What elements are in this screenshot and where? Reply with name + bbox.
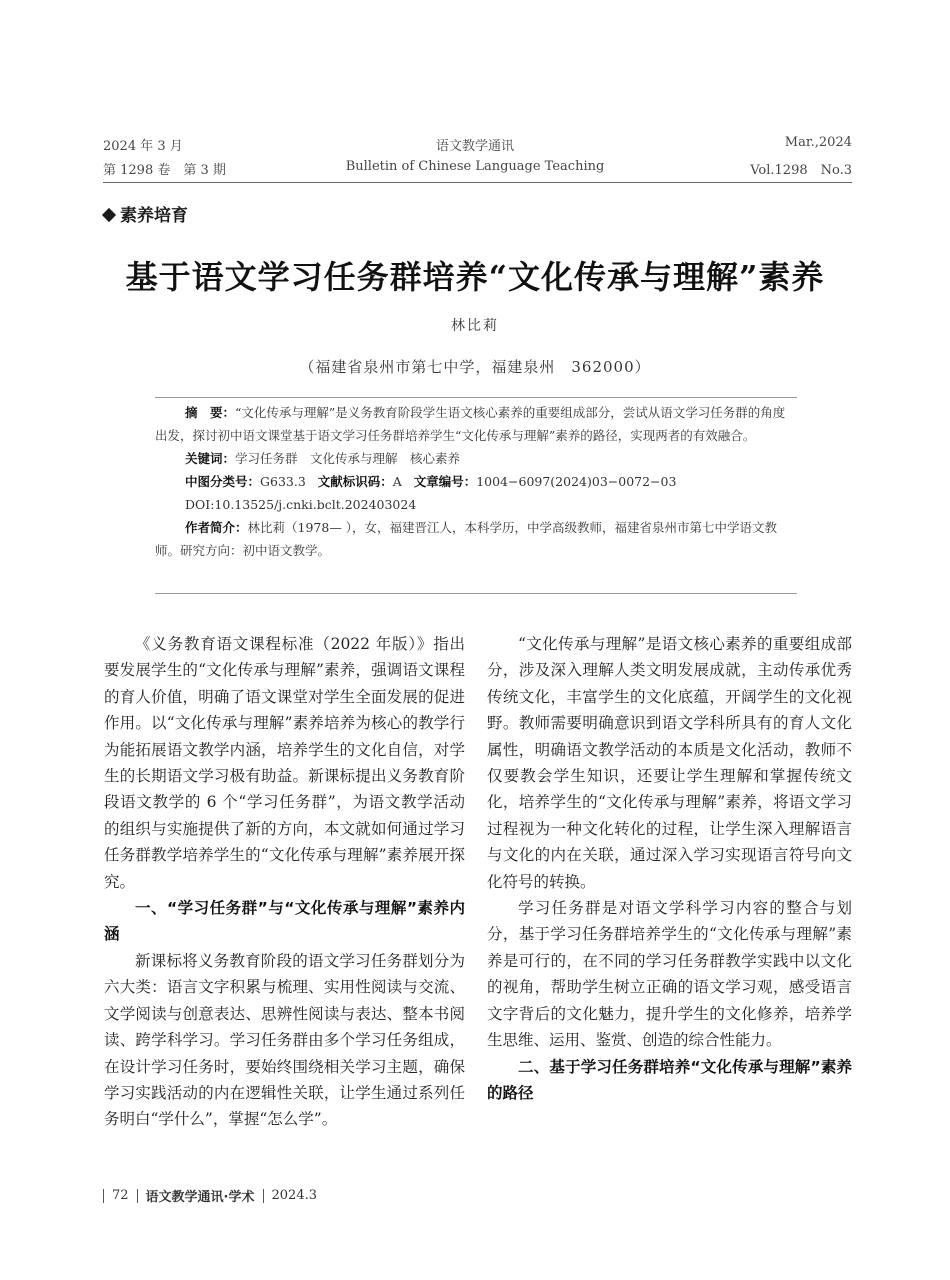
footer-divider bbox=[103, 1189, 104, 1203]
keywords bbox=[155, 447, 797, 470]
abstract-block bbox=[155, 401, 797, 562]
author-bio bbox=[155, 516, 797, 562]
paragraph: 新课标将义务教育阶段的语文学习任务群划分为六大类：语言文字积累与梳理、实用性阅读与交流、文学阅读与创意表达、思辨性阅读与表达、整本书阅读、跨学科学习。学习任务群由多个学习任务组成，在设计学习任务时，要始终围绕相关学习主题，确保学习实践活动的内在逻辑性关联，让学生通过系列任务明白“学什么”，掌握“怎么学”。 bbox=[104, 951, 465, 1129]
bio-label: 作者简介： bbox=[185, 520, 248, 535]
body-left-column bbox=[104, 631, 465, 1133]
header-issue-en: Vol.1298 No.3 bbox=[750, 163, 852, 178]
abstract-label: 摘 要： bbox=[185, 405, 236, 420]
header-rule bbox=[103, 182, 852, 183]
affiliation: （福建省泉州市第七中学，福建泉州 362000） bbox=[299, 358, 651, 376]
abstract bbox=[155, 401, 797, 447]
abstract-text: “文化传承与理解”是义务教育阶段学生语文核心素养的重要组成部分，尝试从语文学习任务群的角度出发，探讨初中语文课堂基于语文学习任务群培养学生“文化传承与理解”素养的路径，实现两者的有效融合。 bbox=[155, 405, 786, 443]
doc-code-label: 文献标识码： bbox=[317, 474, 393, 489]
section-tag-label: 素养培育 bbox=[120, 206, 188, 226]
diamond-icon bbox=[102, 208, 116, 222]
footer-divider bbox=[137, 1189, 138, 1203]
section-heading-1: 一、“学习任务群”与“文化传承与理解”素养内涵 bbox=[104, 899, 465, 944]
article-title: 基于语文学习任务群培养“文化传承与理解”素养 bbox=[125, 258, 825, 296]
header-journal-cn: 语文教学通讯 bbox=[435, 139, 514, 154]
body-right-column bbox=[487, 631, 852, 1106]
article-no-label: 文章编号： bbox=[413, 474, 477, 489]
header-date-cn: 2024 年 3 月 bbox=[103, 139, 183, 154]
keywords-text: 学习任务群 文化传承与理解 核心素养 bbox=[235, 451, 461, 466]
keywords-label: 关键词： bbox=[185, 451, 236, 466]
abstract-bottom-rule bbox=[155, 593, 797, 594]
bio-text: 林比莉（1978— ），女，福建晋江人，本科学历，中学高级教师，福建省泉州市第七中学语文教师。研究方向：初中语文教学。 bbox=[155, 520, 778, 558]
clc-label: 中图分类号： bbox=[185, 474, 261, 489]
header-issue-cn: 第 1298 卷 第 3 期 bbox=[103, 163, 226, 178]
doi: DOI:10.13525/j.cnki.bclt.202403024 bbox=[185, 497, 417, 512]
abstract-top-rule bbox=[155, 397, 797, 398]
clc-value: G633.3 bbox=[260, 474, 306, 489]
paragraph: 《义务教育语文课程标准（2022 年版）》指出要发展学生的“文化传承与理解”素养，强调语文课程的育人价值，明确了语文课堂对学生全面发展的促进作用。以“文化传承与理解”素养培养为核心的教学行为能拓展语文教学内涵，培养学生的文化自信，对学生的长期语文学习极有助益。新课标提出义务教育阶段语文教学的 6 个“学习任务群”，为语文教学活动的组织与实施提供了新的方向，本文就如何通过学习任务群教学培养学生的“文化传承与理解”素养展开探究。 bbox=[104, 635, 465, 891]
paragraph: 学习任务群是对语文学科学习内容的整合与划分，基于学习任务群培养学生的“文化传承与理解”素养是可行的，在不同的学习任务群教学实践中以文化的视角，帮助学生树立正确的语文学习观，感受语言文字背后的文化魅力，提升学生的文化修养，培养学生思维、运用、鉴赏、创造的综合性能力。 bbox=[487, 899, 852, 1050]
page-number: 72 bbox=[112, 1188, 129, 1203]
footer-divider bbox=[263, 1189, 264, 1203]
section-tag bbox=[104, 201, 188, 226]
doc-code-value: A bbox=[392, 474, 402, 489]
footer bbox=[103, 1186, 317, 1205]
article-no-value: 1004−6097(2024)03−0072−03 bbox=[476, 474, 677, 489]
header-journal-en: Bulletin of Chinese Language Teaching bbox=[345, 159, 605, 174]
classification bbox=[155, 470, 797, 493]
header-date-en: Mar.,2024 bbox=[784, 135, 852, 150]
footer-date: 2024.3 bbox=[271, 1188, 317, 1203]
section-heading-2: 二、基于学习任务群培养“文化传承与理解”素养的路径 bbox=[487, 1057, 852, 1102]
paragraph: “文化传承与理解”是语文核心素养的重要组成部分，涉及深入理解人类文明发展成就，主动传承优秀传统文化，丰富学生的文化底蕴，开阔学生的文化视野。教师需要明确意识到语文学科所具有的育人文化属性，明确语文教学活动的本质是文化活动，教师不仅要教会学生知识，还要让学生理解和掌握传统文化，培养学生的“文化传承与理解”素养，将语文学习过程视为一种文化转化的过程，让学生深入理解语言与文化的内在关联，通过深入学习实现语言符号向文化符号的转换。 bbox=[487, 635, 852, 891]
author: 林比莉 bbox=[451, 318, 499, 334]
footer-journal: 语文教学通讯·学术 bbox=[145, 1190, 255, 1205]
